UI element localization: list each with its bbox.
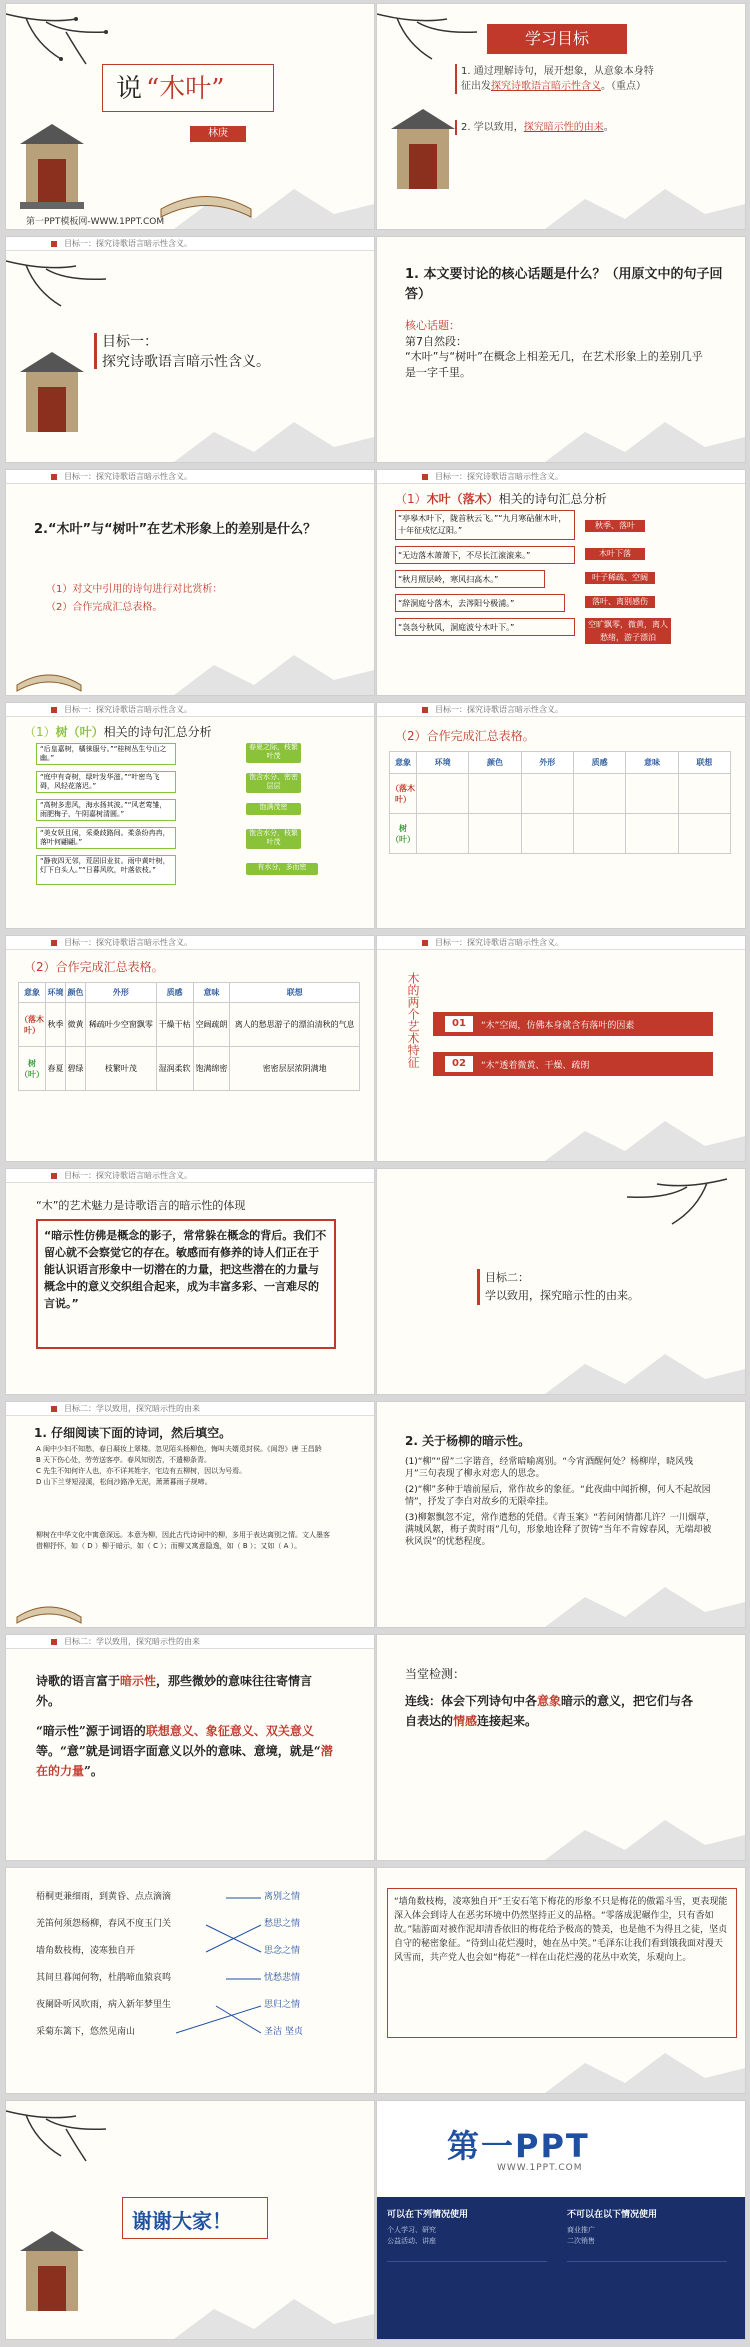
poem-line: “袅袅兮秋风，洞庭波兮木叶下。” [395,618,575,636]
analysis-title: （1）树（叶）相关的诗句汇总分析 [24,725,212,739]
analysis-tag: 饱含水分、密密层层 [246,773,301,793]
meaning-3: (3)柳絮飘忽不定，常作遣愁的凭借。《青玉案》“若问闲情都几许？一川烟草，满城风絮，梅子黄时雨”几句，形象地诠释了贺铸“当年不肯嫁春风，无端却被秋风误”的忧愁程度。 [405,1513,715,1547]
slide-target-two [376,1168,746,1395]
implication-2: “暗示性”源于词语的联想意义、象征意义、双关意义等。“意”就是词语字面意义以外的意味、意境，就是“潜在的力量”。 [36,1724,333,1778]
branch-decoration [6,4,116,84]
meaning-2: (2)“柳”多种于墙前屋后，常作故乡的象征。“此夜曲中闻折柳，何人不起故园情”，抒发了李白对故乡的无限牵挂。 [405,1485,711,1507]
slide-thanks [5,2100,375,2340]
goals-heading: 学习目标 [487,24,627,54]
poem-line: “无边落木萧萧下，不尽长江滚滚来。” [395,546,575,564]
slide-willow-meaning [376,1401,746,1628]
table-cell: 空阔疏朗 [193,1003,230,1047]
implication-1: 诗歌的语言富于暗示性，那些微妙的意味往往寄情言外。 [36,1674,313,1708]
slide-core-topic [376,236,746,463]
feature-text-2: “木”透着微黄、干燥、疏朗 [481,1061,590,1071]
poem-line: “后皇嘉树，橘徕服兮。”“桂树丛生兮山之幽。” [36,743,176,765]
slide-target-one [5,236,375,463]
table-header: 外形 [86,983,157,1003]
table-header: 质感 [156,983,193,1003]
slide-topbar: 目标一：探究诗歌语言暗示性含义。 [6,237,374,251]
match-left[interactable]: 梧桐更兼细雨，到黄昏、点点滴滴 [36,1892,172,1902]
poem-line: “静夜四无邻，荒居旧业贫。雨中黄叶树，灯下白头人。”“日暮风吹，叶落依枝。” [36,855,176,885]
row-label: （落木叶） [19,1003,46,1047]
quiz-instruction: 连线：体会下列诗句中各意象暗示的意义，把它们与各自表达的情感连接起来。 [405,1694,694,1728]
match-right[interactable]: 愁思之情 [264,1919,301,1929]
forbidden-list [567,2225,595,2247]
table-cell: 干燥干枯 [156,1003,193,1047]
feature-number-1: 01 [445,1016,473,1032]
accent-bar [477,1269,480,1305]
table-cell: 秋季 [46,1003,66,1047]
slide-topbar: 目标一：探究诗歌语言暗示性含义。 [377,470,745,484]
slide-mu-features [376,935,746,1162]
brand-logo: 第一PPT [447,2127,590,2165]
analysis-tag: 有水分，多而密 [246,863,318,875]
poem-line: “亭皋木叶下，陇首秋云飞。”“九月寒砧催木叶，十年征戍忆辽阳。” [395,510,575,540]
quiz-heading: 当堂检测： [405,1667,466,1681]
house-illustration [391,99,455,194]
table-title: （2）合作完成汇总表格。 [395,729,535,743]
goal-2: 2. 学以致用，探究暗示性的由来。 [455,120,661,135]
instruction-2: （2）合作完成汇总表格。 [46,602,163,613]
slide-topbar: 目标一：探究诗歌语言暗示性含义。 [6,936,374,950]
table-cell: 离人的愁思游子的漂泊清秋的气息 [230,1003,360,1047]
slide-willow-poems [5,1401,375,1628]
analysis-tag: 春夏之际，枝繁叶茂 [246,743,301,763]
table-header: 环境 [417,752,469,774]
slide-matching [5,1867,375,2094]
match-left[interactable]: 采菊东篱下，悠然见南山 [36,2027,136,2037]
table-header: 意味 [193,983,230,1003]
book-icon [156,179,256,219]
meaning-1: (1)“柳”“留”二字谐音，经常暗喻离别。“今宵酒醒何处？杨柳岸，晓风残月”三句表现了柳永对恋人的思念。 [405,1457,694,1479]
slide-title [5,3,375,230]
mountain-decoration [174,2279,374,2339]
goal-1: 1. 通过理解诗句，展开想象，从意象本身特征出发探究诗歌语言暗示性含义。（重点） [455,64,661,94]
usage-allowed-heading: 可以在下列情况使用 [387,2210,469,2220]
author-badge: 林庚 [190,126,246,142]
poem-line: “庭中有奇树，绿叶发华滋。”“叶密鸟飞碍，风轻花落迟。” [36,771,176,793]
table-header: 颜色 [66,983,86,1003]
link-list-left [387,2261,547,2332]
house-illustration [20,114,84,209]
row-label: 树（叶） [390,814,417,854]
summary-table [389,751,731,854]
question-1: 1. 本文要讨论的核心话题是什么？（用原文中的句子回答） [405,267,723,302]
mountain-decoration [545,1800,745,1860]
thanks-text: 谢谢大家！ [132,2209,232,2233]
mountain-decoration [545,2033,745,2093]
match-left[interactable]: 羌笛何须怨杨柳，春风不度玉门关 [36,1919,172,1929]
match-left[interactable]: 夜阑卧听风吹雨，病入新年梦里生 [36,2000,172,2010]
paragraph-ref: 第7自然段： [405,335,467,348]
match-right[interactable]: 离别之情 [264,1892,301,1902]
footer-text: 第一PPT模板网-WWW.1PPT.COM [26,217,165,227]
slide-quiz [376,1634,746,1861]
slide-brand [376,2100,746,2340]
forbidden-item: 商业推广 [567,2226,595,2234]
branch-decoration [6,251,116,331]
match-lines [6,1868,375,2094]
analysis-tag: 饱含水分，枝繁叶茂 [246,829,301,849]
slide-summary-empty [376,702,746,929]
slide-topbar: 目标二：学以致用，探究暗示性的由来 [6,1635,374,1649]
table-cell: 密密层层浓阴满地 [230,1047,360,1091]
title-main: “木叶” [146,74,225,104]
analysis-tag: 秋季、落叶 [585,520,645,532]
poem-item: D 山下兰芽短浸溪，松间沙路净无泥，萧萧暮雨子规啼。 [36,1478,212,1486]
slide-summary-filled [5,935,375,1162]
question-1: 1. 仔细阅读下面的诗词，然后填空。 [34,1426,232,1440]
quote-box: “暗示性仿佛是概念的影子，常常躲在概念的背后。我们不留心就不会察觉它的存在。敏感而有修养的诗人们正在于能认识语言形象中一切潜在的力量，把这些潜在的力量与概念中的意义交织组合起来，成为丰富多彩、一言难尽的言说。” [36,1219,336,1349]
slide-shuye-analysis [5,702,375,929]
slide-topbar: 目标一：探究诗歌语言暗示性含义。 [377,703,745,717]
title-prefix: 说 [116,74,143,104]
poem-item: C 先生不知何许人也，亦不详其姓字，宅边有五柳树，因以为号焉。 [36,1467,247,1475]
match-left[interactable]: 其间旦暮闻何物，杜鹃啼血猿哀鸣 [36,1973,172,1983]
table-title: （2）合作完成汇总表格。 [24,960,164,974]
match-right[interactable]: 思念之情 [264,1946,301,1956]
table-header: 意象 [390,752,417,774]
row-label: （落木叶） [390,774,417,814]
allowed-list [387,2225,436,2247]
slide-topbar: 目标二：学以致用，探究暗示性的由来 [6,1402,374,1416]
analysis-tag: 木叶下落 [585,548,645,560]
accent-bar [94,333,97,369]
target-text: 学以致用，探究暗示性的由来。 [485,1289,639,1302]
poem-item: B 天下伤心处，劳劳送客亭。春风知别苦，不遣柳条青。 [36,1456,212,1464]
poem-list [36,1444,336,1488]
table-cell: 微黄 [66,1003,86,1047]
usage-forbidden-heading: 不可以在以下情况使用 [567,2210,658,2220]
poem-item: A 闺中少妇不知愁，春日凝妆上翠楼。忽见陌头杨柳色，悔叫夫婿觅封侯。《闺怨》唐 王昌龄 [36,1445,322,1453]
section-title: “木”的艺术魅力是诗歌语言的暗示性的体现 [36,1199,246,1212]
slide-implication [5,1634,375,1861]
target-text: 探究诗歌语言暗示性含义。 [102,354,270,370]
mountain-decoration [545,1101,745,1161]
core-label: 核心话题： [405,319,460,332]
poem-line: “辞洞庭兮落木，去涔阳兮极浦。” [395,594,565,612]
table-header: 联想 [678,752,730,774]
question-2: 2. 关于杨柳的暗示性。 [405,1434,531,1448]
mountain-decoration [174,635,374,695]
core-answer: “木叶”与“树叶”在概念上相差无几，在艺术形象上的差别几乎是一字千里。 [405,350,703,379]
forbidden-item: 二次销售 [567,2237,595,2245]
table-cell: 碧绿 [66,1047,86,1091]
house-illustration [20,342,84,437]
table-header: 意象 [19,983,46,1003]
match-right[interactable]: 圣洁 坚贞 [264,2027,303,2037]
target-label: 目标一： [102,334,158,350]
slide-plum-analysis [376,1867,746,2094]
allowed-item: 公益活动、讲座 [387,2237,436,2245]
instruction-1: （1）对文中引用的诗句进行对比赏析： [46,584,223,595]
table-header: 颜色 [469,752,521,774]
slide-suggestiveness [5,1168,375,1395]
allowed-item: 个人学习、研究 [387,2226,436,2234]
slide-topbar: 目标一：探究诗歌语言暗示性含义。 [377,936,745,950]
feature-text-1: “木”空阔，仿佛本身就含有落叶的因素 [481,1021,635,1031]
table-cell: 春夏 [46,1047,66,1091]
poem-line: “美女妖且闲，采桑歧路间。柔条纷冉冉，落叶何翩翩。” [36,827,176,849]
mountain-decoration [545,169,745,229]
target-label: 目标二： [485,1271,529,1284]
mountain-decoration [545,1567,745,1627]
mountain-decoration [545,402,745,462]
slide-topbar: 目标一：探究诗歌语言暗示性含义。 [6,703,374,717]
feature-number-2: 02 [445,1056,473,1072]
analysis-tag: 叶子稀疏、空阔 [585,572,655,584]
match-right[interactable]: 忧愁悲情 [264,1973,301,1983]
slide-topbar: 目标一：探究诗歌语言暗示性含义。 [6,1169,374,1183]
table-cell: 饱满绵密 [193,1047,230,1091]
analysis-tag: 饱满茂密 [246,803,301,815]
slide-muye-analysis [376,469,746,696]
question-2: 2.“木叶”与“树叶”在艺术形象上的差别是什么？ [34,522,317,537]
house-illustration [20,2221,84,2316]
book-icon [14,663,84,693]
mountain-decoration [545,1334,745,1394]
table-cell: 枝繁叶茂 [86,1047,157,1091]
analysis-tag: 空旷飘零，微黄，离人愁绪，游子漂泊 [585,618,671,644]
slide-question-2 [5,469,375,696]
vertical-title: 木的两个艺术特征 [406,972,420,1068]
slide-goals [376,3,746,230]
table-header: 质感 [573,752,625,774]
branch-decoration [6,2101,116,2181]
book-icon [14,1595,84,1625]
table-cell: 稀疏叶少空窗飘零 [86,1003,157,1047]
row-label: 树（叶） [19,1047,46,1091]
plum-text: “墙角数枝梅，凌寒独自开”王安石笔下梅花的形象不只是梅花的傲霜斗雪，更表现能深入体会到诗人在恶劣环境中仍然坚持正义的品格。“零落成泥碾作尘，只有香如故。”陆游面对被作泥却清香依旧的梅花给予极高的赞美，也是他不为得且之徒，坚贞自守的秘密象征。“待到山花烂漫时，她在丛中笑。”毛泽东让我们看到饿我面对漫天风雪而，共产党人也会如“梅花”一样在山花烂漫的花丛中欢笑，乐观向上。 [387,1888,737,2038]
table-cell: 湿润柔软 [156,1047,193,1091]
table-header: 外形 [521,752,573,774]
summary-table [18,982,360,1091]
branch-decoration [597,1169,746,1249]
fill-paragraph: 柳树在中华文化中寓意深远。本意为柳，因此古代诗词中的柳，多用于表达离别之情。文人墨客借柳抒怀，如（ D ）柳于暗示，如（ C ）；而柳又寓意隐逸，如（ B ）；又如（ A ）。 [36,1531,330,1550]
analysis-title: （1）木叶（落木）相关的诗句汇总分析 [395,492,607,506]
poem-line: “高树多悲风，海水扬其波。”“风老莺雏，雨肥梅子，午阴嘉树清圆。” [36,799,176,821]
match-right[interactable]: 思归之情 [264,2000,301,2010]
brand-url: WWW.1PPT.COM [497,2163,583,2173]
match-left[interactable]: 墙角数枝梅，凌寒独自开 [36,1946,136,1956]
table-header: 环境 [46,983,66,1003]
slide-topbar: 目标一：探究诗歌语言暗示性含义。 [6,470,374,484]
table-header: 意味 [626,752,678,774]
mountain-decoration [174,402,374,462]
link-list-right [567,2261,727,2332]
poem-line: “秋月照层岭，寒风扫高木。” [395,570,545,588]
table-header: 联想 [230,983,360,1003]
analysis-tag: 落叶、离别感伤 [585,596,655,608]
